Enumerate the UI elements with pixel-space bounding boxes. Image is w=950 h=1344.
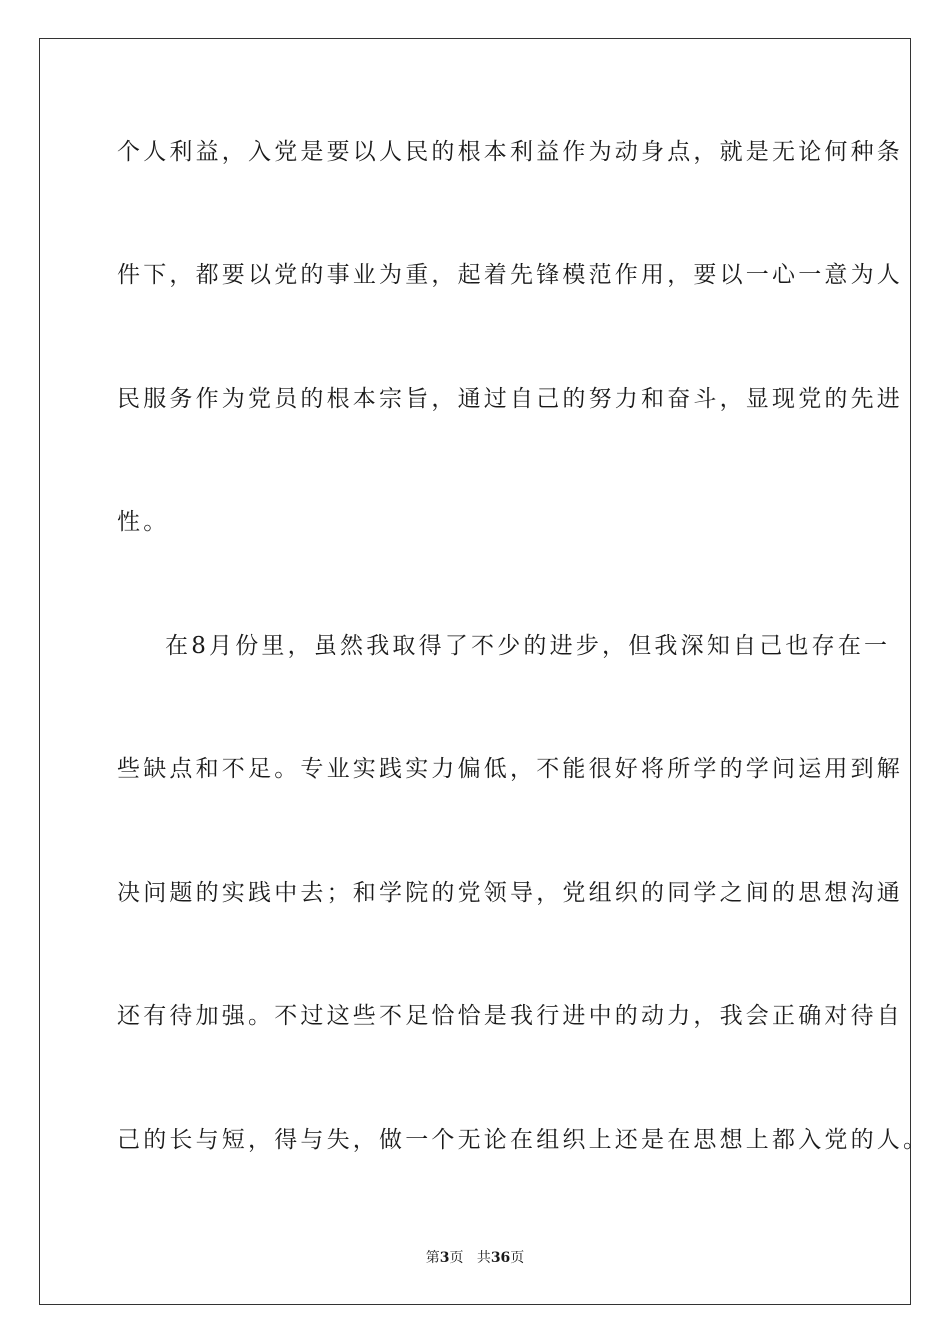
paragraph-start-line: 在8月份里，虽然我取得了不少的进步，但我深知自己也存在一 <box>165 633 891 659</box>
page-suffix: 页 <box>449 1250 464 1266</box>
text-line: 还有待加强。不过这些不足恰恰是我行进中的动力，我会正确对待自 <box>117 1003 903 1029</box>
text-line: 些缺点和不足。专业实践实力偏低，不能很好将所学的学问运用到解 <box>117 756 903 782</box>
text-line: 决问题的实践中去；和学院的党领导，党组织的同学之间的思想沟通 <box>117 880 903 906</box>
text-line: 个人利益，入党是要以人民的根本利益作为动身点，就是无论何种条 <box>117 139 903 165</box>
text-line: 件下，都要以党的事业为重，起着先锋模范作用，要以一心一意为人 <box>117 262 903 288</box>
text-line: 民服务作为党员的根本宗旨，通过自己的努力和奋斗，显现党的先进 <box>117 386 903 412</box>
total-pages: 36 <box>490 1250 511 1266</box>
page-prefix: 第 <box>425 1250 440 1266</box>
total-prefix: 共 <box>476 1250 491 1266</box>
total-suffix: 页 <box>510 1250 525 1266</box>
text-line: 己的长与短，得与失，做一个无论在组织上还是在思想上都入党的人。 <box>117 1127 930 1153</box>
page-number: 3 <box>439 1250 450 1266</box>
page-border <box>39 38 930 1305</box>
text-line: 性。 <box>117 509 170 535</box>
page-footer <box>0 1247 950 1267</box>
